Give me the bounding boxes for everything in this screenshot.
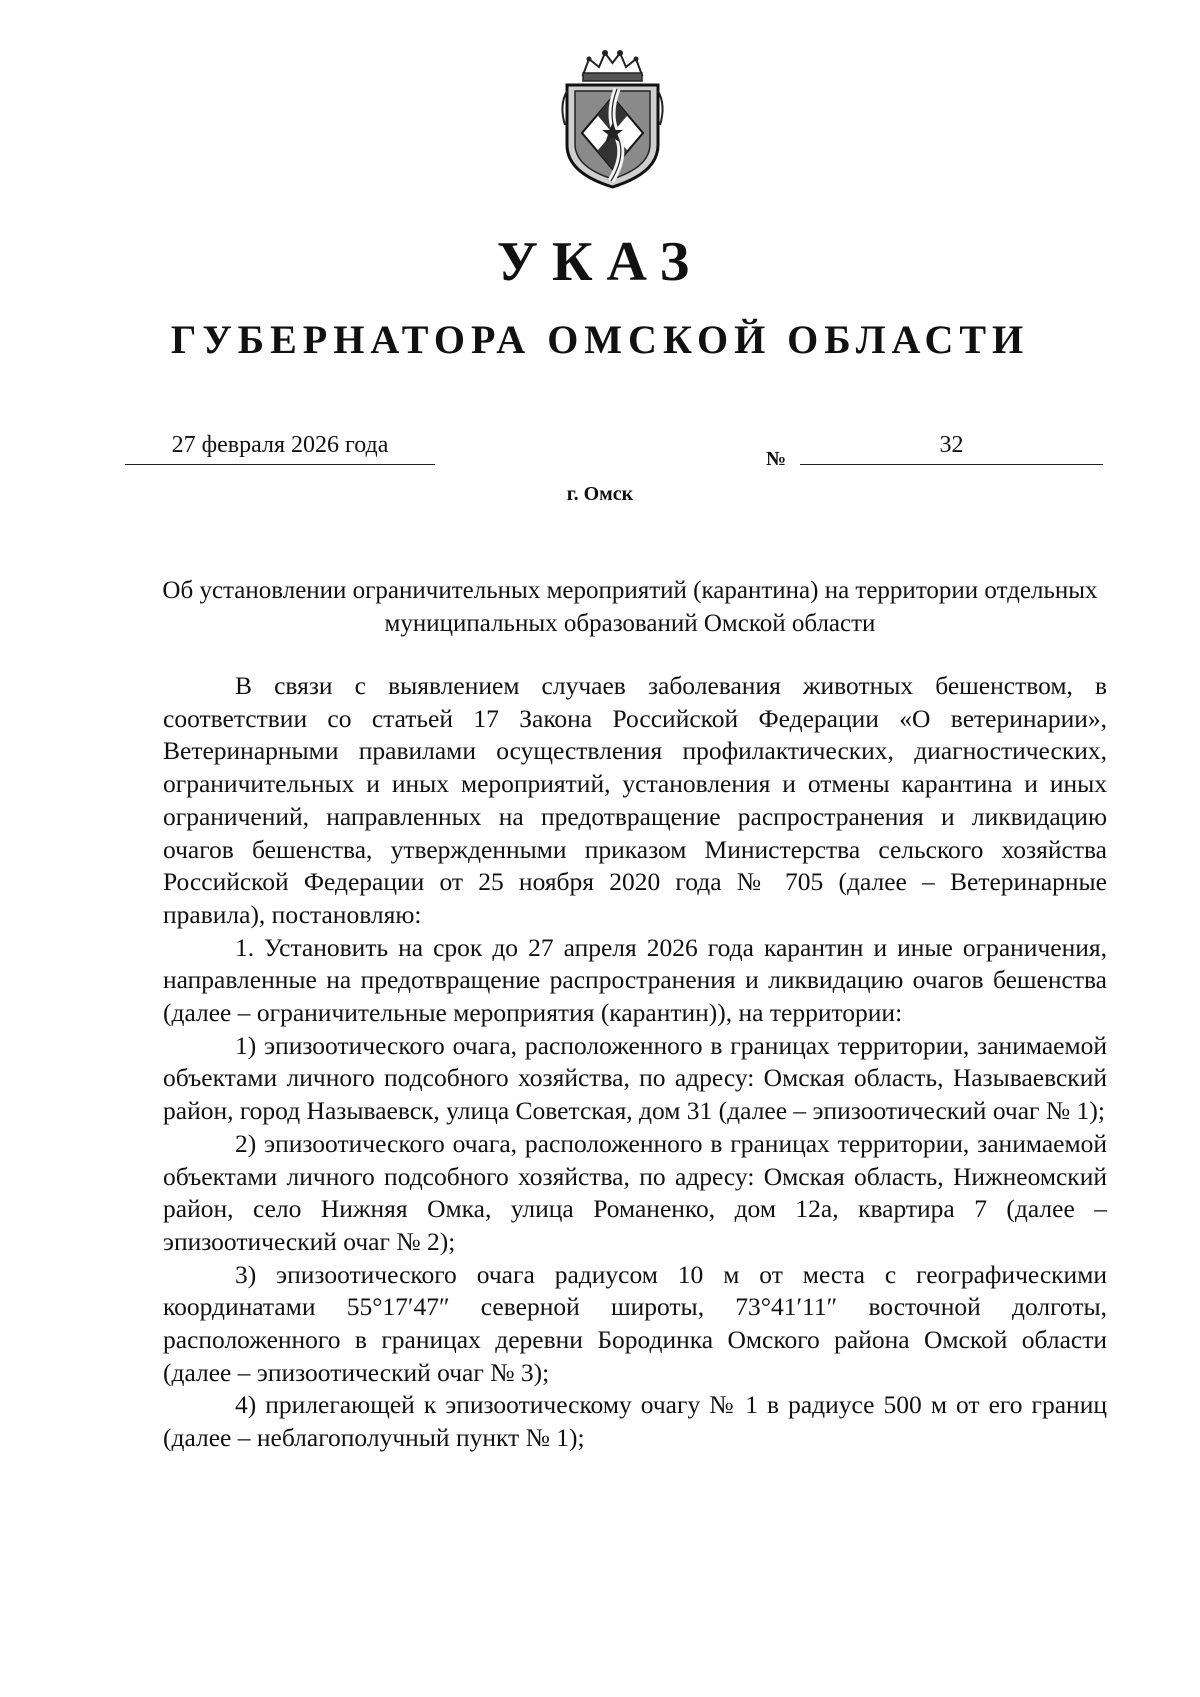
subclause-1-paragraph: 1) эпизоотического очага, расположенного в границах территории, занимаемой объектами личного подсобного хозяйства, по адресу: Омская область, Называевский район, город Называевск, улица Советская, дом 31 (далее – эпизоотический очаг № 1); bbox=[163, 1030, 1107, 1126]
preamble-paragraph: В связи с выявлением случаев заболевания животных бешенством, в соответствии со статьей 17 Закона Российской Федерации «О ветеринарии», Ветеринарными правилами осуществления профилактических, диагностических, ограничительных и иных мероприятий, установления и отмены карантина и иных ограничений, направленных на предотвращение распространения и ликвидацию очагов бешенства, утвержденными приказом Министерства сельского хозяйства Российской Федерации от 25 ноября 2020 года № 705 (далее – Ветеринарные правила), постановляю: bbox=[163, 671, 1107, 929]
coat-of-arms-icon bbox=[555, 45, 670, 190]
subclause-3-paragraph: 3) эпизоотического очага радиусом 10 м от места с географическими координатами 55°17′47″ северной широты, 73°41′11″ восточной долготы, расположенного в границах деревни Бородинка Омского района Омской области (далее – эпизоотический очаг № 3); bbox=[163, 1259, 1107, 1387]
decree-city: г. Омск bbox=[566, 483, 634, 505]
decree-date: 27 февраля 2026 года bbox=[125, 430, 435, 465]
decree-body bbox=[163, 670, 1107, 1455]
subclause-2-paragraph: 2) эпизоотического очага, расположенного в границах территории, занимаемой объектами личного подсобного хозяйства, по адресу: Омская область, Нижнеомский район, село Нижняя Омка, улица Романенко, дом 12а, квартира 7 (далее – эпизоотический очаг № 2); bbox=[163, 1128, 1107, 1256]
subclause-4-paragraph: 4) прилегающей к эпизоотическому очагу № 1 в радиусе 500 м от его границ (далее – неблагополучный пункт № 1); bbox=[163, 1390, 1107, 1453]
clause-1-paragraph: 1. Установить на срок до 27 апреля 2026 года карантин и иные ограничения, направленные на предотвращение распространения и ликвидацию очагов бешенства (далее – ограничительные мероприятия (карантин)), на территории: bbox=[163, 932, 1107, 1028]
number-label: № bbox=[766, 448, 787, 470]
decree-issuer: ГУБЕРНАТОРА ОМСКОЙ ОБЛАСТИ bbox=[170, 317, 1030, 362]
decree-number: 32 bbox=[800, 430, 1103, 465]
decree-title: УКАЗ bbox=[496, 231, 704, 293]
decree-heading: Об установлении ограничительных мероприятий (карантина) на территории отдельных муниципальных образований Омской области bbox=[162, 577, 1098, 637]
